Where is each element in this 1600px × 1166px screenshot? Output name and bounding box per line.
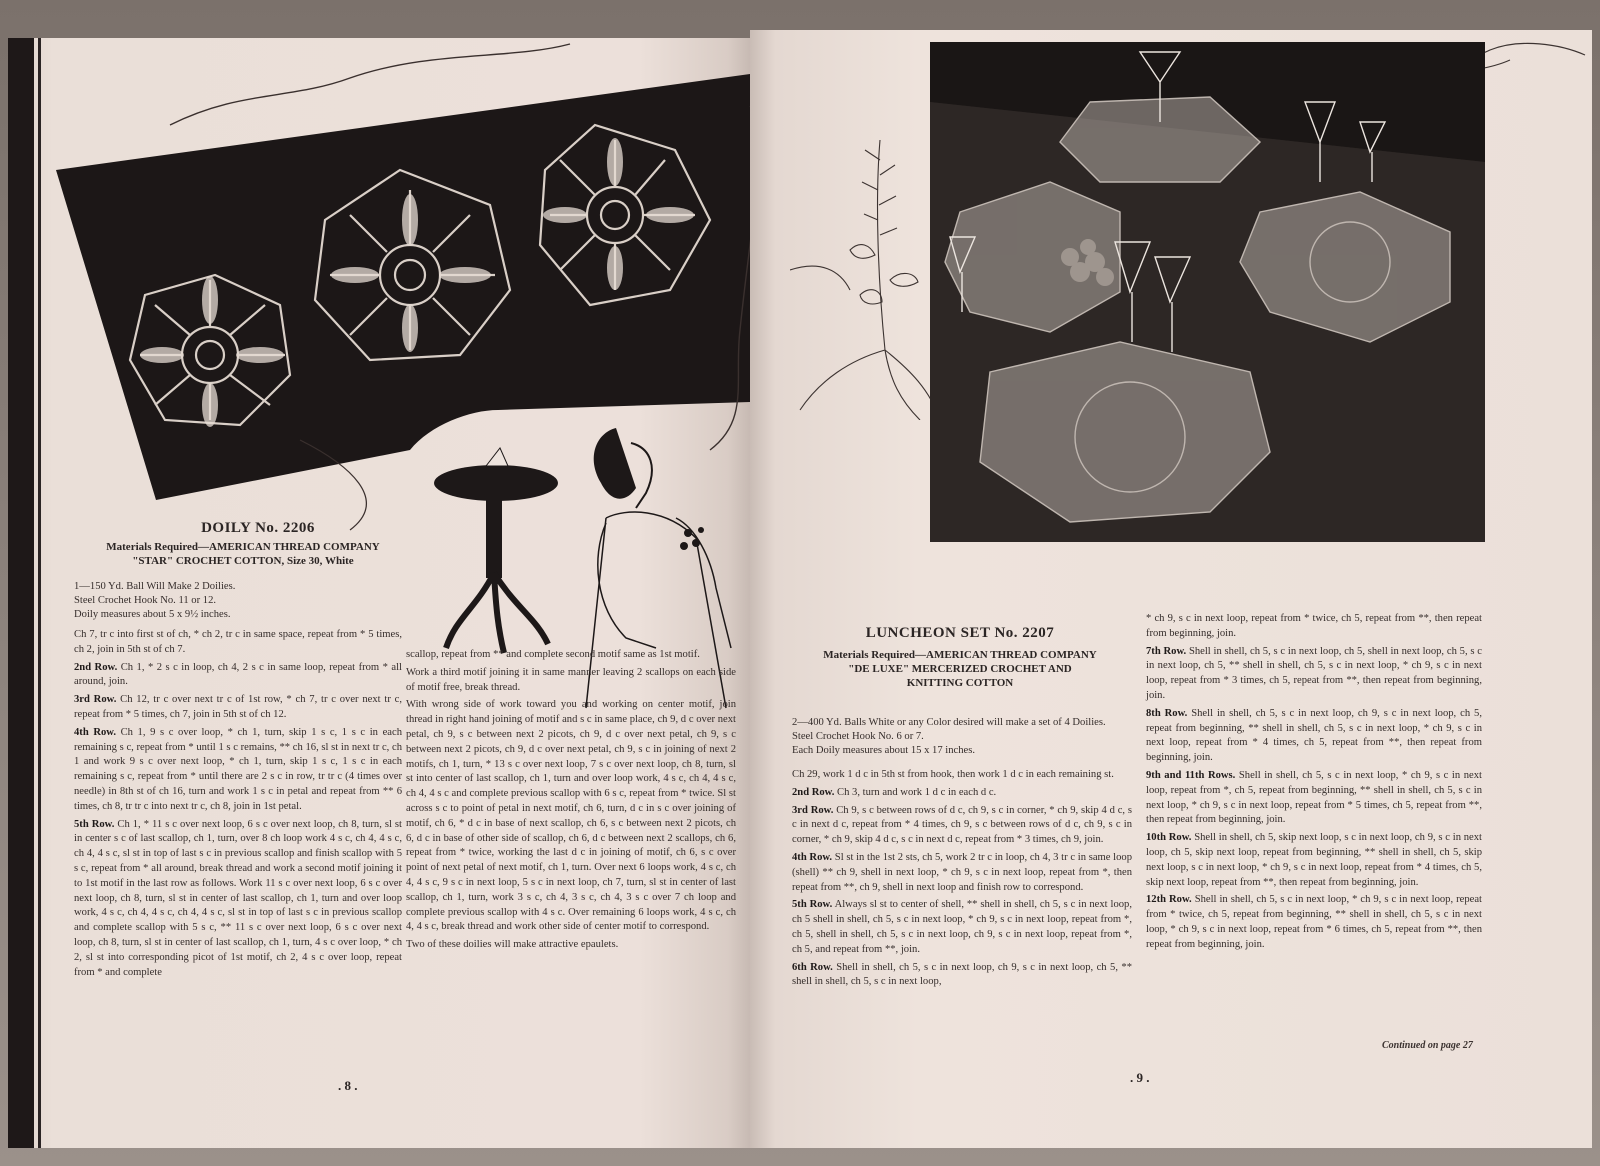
luncheon-spec: Each Doily measures about 15 x 17 inches. — [792, 745, 975, 756]
luncheon-materials-line2: "DE LUXE" MERCERIZED CROCHET AND — [848, 663, 1072, 675]
luncheon-column-1 — [792, 716, 1132, 993]
doily-materials-line2: "STAR" CROCHET COTTON, Size 30, White — [132, 555, 354, 567]
page-number-right: . 9 . — [1130, 1070, 1150, 1085]
luncheon-instruction: 7th Row. Shell in shell, ch 5, s c in next loop, ch 5, shell in next loop, ch 5, s c in next loop, ch 5, ** shell in shell, ch 5, s c in next loop, * ch 9, s c in next loop, repeat from * 3 times, ch 5, repeat from **, then repeat from beginning, join. — [1146, 645, 1482, 701]
luncheon-instruction: 5th Row. Always sl st to center of shell, ** shell in shell, ch 5, s c in next loop, ch 5 shell in shell, ch 5, s c in next loop, * ch 9, s c in next loop, repeat from *, ch 5, shell in shell, ch 5, s c in next loop, ch 9, s c in next loop, repeat from *, ch 5, and repeat from **, join. — [792, 899, 1132, 955]
doily-spec: Steel Crochet Hook No. 11 or 12. — [74, 595, 217, 606]
doily-instruction: With wrong side of work toward you and working on center motif, join thread in right hand joining of motif and s c in same place, ch 9, d c over next petal, ch 9, s c between next 2 picots, ch 9, d c over next petal, ch 9, s c between next 2 picots, ch 9, d c over next petal, ch 9, s c in joining of next 2 motifs, ch 1, turn, * 13 s c over next loop, 7 s c over next loop, ch 8, turn, sl st into center of last scallop, ch 1, turn and over loop work, 4 s c, ch 4, 4 s c, ch 4, 4 s c and complete previous scallop with 6 s c, repeat from * twice. Sl st across s c to point of petal in next motif, ch 6, turn, d c in s c over joining of motif, ch 6, * d c in base of next scallop, ch 6, s c between next 2 picots, ch 6, d c in base of other side of scallop, ch 6, d c between next 2 scallops, ch 6, repeat from * twice, working the last d c in joining of motif, ch 6, s c over point of next petal of next motif, ch 1, turn. Over next 6 loops work, 4 s c, ch 4, 4 s c, 9 s c in next loop, 5 s c in next loop, ch 7, turn, sl st in center of last scallop, ch 1, turn, work 3 s c, ch 4, 3 s c, ch 4, 3 s c over 7 ch loop and complete previous scallop with 4 s c. Over remaining 6 loops work, 4 s c, ch 4, 4 s c, break thread and work other side of center motif to correspond. — [406, 699, 736, 933]
luncheon-set-photo — [930, 42, 1485, 542]
luncheon-instruction: 6th Row. Shell in shell, ch 5, s c in next loop, ch 9, s c in next loop, ch 5, ** shell in shell, ch 5, s c in next loop, — [792, 961, 1132, 988]
row-label: 8th Row. — [1146, 707, 1188, 719]
doily-column-1 — [74, 580, 402, 983]
luncheon-instruction: 4th Row. Sl st in the 1st 2 sts, ch 5, work 2 tr c in loop, ch 4, 3 tr c in same loop (shell) ** ch 9, shell in next loop, * ch 9, s c in next loop, repeat from *, then repeat from **, ch 9, shell in next loop and finish row to correspond. — [792, 851, 1132, 893]
doily-instruction: 2nd Row. Ch 1, * 2 s c in loop, ch 4, 2 s c in same loop, repeat from * all around, join. — [74, 661, 403, 688]
luncheon-column-2 — [1146, 612, 1482, 956]
luncheon-instruction: 10th Row. Shell in shell, ch 5, skip next loop, s c in next loop, ch 9, s c in next loop, ch 5, skip next loop, repeat from beginning, ** shell in shell, ch 5, skip next loop, s c in next loop, * ch 9, s c in next loop, repeat from * 4 times, ch 5, skip next loop, repeat from **, then repeat from beginning, join. — [1146, 832, 1483, 888]
continued-note: Continued on page 27 — [1382, 1040, 1473, 1051]
luncheon-title: LUNCHEON SET No. 2207 — [865, 625, 1055, 641]
row-label: 3rd Row. — [74, 694, 117, 706]
row-label: 10th Row. — [1146, 832, 1192, 844]
doily-instruction: scallop, repeat from ** and complete second motif same as 1st motif. — [406, 649, 700, 660]
row-label: 5th Row. — [74, 818, 115, 830]
luncheon-instruction: 9th and 11th Rows. Shell in shell, ch 5, s c in next loop, * ch 9, s c in next loop, repeat from *, ch 5, repeat from beginning, ** shell in shell, ch 5, s c in next loop, * ch 9, s c in next loop, repeat from * 5 times, ch 5, repeat from **, then repeat from beginning, join. — [1146, 769, 1482, 826]
luncheon-materials-line1: Materials Required—AMERICAN THREAD COMPANY — [823, 649, 1097, 661]
doily-spec: Doily measures about 5 x 9½ inches. — [74, 609, 231, 620]
row-label: 9th and 11th Rows. — [1146, 769, 1236, 781]
left-page — [8, 38, 750, 1148]
row-label: 2nd Row. — [74, 661, 118, 673]
doily-spec: 1—150 Yd. Ball Will Make 2 Doilies. — [74, 581, 236, 592]
doily-column-2 — [406, 648, 736, 956]
doily-instruction: 3rd Row. Ch 12, tr c over next tr c of 1st row, * ch 7, tr c over next tr c, repeat from * 5 times, ch 7, join in 5th st of ch 12. — [74, 694, 403, 720]
luncheon-spec: Steel Crochet Hook No. 6 or 7. — [792, 731, 924, 742]
row-label: 2nd Row. — [792, 786, 835, 798]
doily-title: DOILY No. 2206 — [201, 520, 315, 536]
luncheon-instruction: 3rd Row. Ch 9, s c between rows of d c, ch 9, s c in corner, * ch 9, skip 4 d c, s c in next d c, repeat from * 4 times, ch 9, s c between rows of d c, ch 9, s c in corner, * ch 9, skip 4 d c, s c in next d c, repeat from * 3 times, ch 9, join. — [792, 804, 1132, 846]
luncheon-instruction: * ch 9, s c in next loop, repeat from * twice, ch 5, repeat from **, then repeat from beginning, join. — [1146, 613, 1482, 639]
binding-edge — [8, 38, 34, 1148]
row-label: 4th Row. — [74, 726, 116, 738]
doily-instruction: 5th Row. Ch 1, * 11 s c over next loop, 6 s c over next loop, ch 8, turn, sl st in center s c of last scallop, ch 1, turn, over 8 ch loop work 4 s c, ch 4, 4 s c, ch 4, 4 s c, sl st in top of last s c in previous scallop and finish scallop with 5 s c, repeat from * all around, break thread and work a second motif joining it to 1st motif in the last row as follows. Work 11 s c over next loop, 6 s c over next loop, ch 8, turn, sl st in center of last scallop, ch 1, turn and over loop work, 4 s c, ch 4, 4 s c, ch 4, 4 s c, sl st in top of last s c in previous scallop and complete scallop with 5 s c, ** 11 s c over next loop, 6 s c over next loop, ch 8, turn, sl st in center of last scallop, ch 1, turn, 4 s c over loop, * ch 2, sl st into corresponding picot of 1st motif, ch 2, 4 s c over loop, repeat from * and complete — [74, 818, 402, 978]
row-label: 12th Row. — [1146, 894, 1192, 906]
right-page — [750, 30, 1592, 1148]
luncheon-spec: 2—400 Yd. Balls White or any Color desired will make a set of 4 Doilies. — [792, 717, 1106, 728]
row-label: 6th Row. — [792, 961, 833, 973]
doily-instruction: 4th Row. Ch 1, 9 s c over loop, * ch 1, turn, skip 1 s c, 1 s c in each remaining s c, repeat from * until 1 s c remains, ** ch 16, sl st in next tr c, ch 1 and work 9 s c over next loop, * ch 1, turn, skip 1 s c, 1 s c in each remaining s c, repeat from * until there are 2 s c in row, tr tr c (4 times over needle) in 8th st of ch 16, turn and work 1 s c in petal and repeat from ** 6 times, ch 8, tr tr c into next tr c, ch 8, join in 1st petal. — [74, 726, 402, 812]
row-label: 4th Row. — [792, 851, 833, 863]
luncheon-instruction: Ch 29, work 1 d c in 5th st from hook, then work 1 d c in each remaining st. — [792, 769, 1114, 780]
doily-materials — [78, 540, 408, 568]
luncheon-instruction: 12th Row. Shell in shell, ch 5, s c in next loop, * ch 9, s c in next loop, repeat from * twice, ch 5, repeat from beginning, ** shell in shell, ch 5, s c in next loop, * ch 9, s c in next loop, repeat from * 6 times, ch 5, repeat from **, then repeat from beginning, join. — [1146, 894, 1482, 950]
doily-instruction: Two of these doilies will make attractive epaulets. — [406, 939, 619, 951]
luncheon-instruction: 8th Row. Shell in shell, ch 5, s c in next loop, ch 9, s c in next loop, ch 5, repeat from beginning, ** shell in shell, ch 5, s c in next loop, * ch 9, s c in next loop, repeat from * 4 times, ch 5, repeat from **, then repeat from beginning, join. — [1146, 707, 1482, 764]
luncheon-materials — [790, 648, 1130, 690]
doily-instruction: Work a third motif joining it in same manner leaving 2 scallops on each side of motif free, break thread. — [406, 666, 736, 693]
row-label: 7th Row. — [1146, 645, 1187, 657]
binding-edge-line — [38, 38, 41, 1148]
luncheon-materials-line3: KNITTING COTTON — [906, 677, 1014, 689]
doily-instruction: Ch 7, tr c into first st of ch, * ch 2, tr c in same space, repeat from * 5 times, ch 2, join in 5th st of ch 7. — [74, 629, 402, 655]
page-number-left: . 8 . — [338, 1078, 358, 1093]
row-label: 3rd Row. — [792, 804, 834, 816]
doily-materials-line1: Materials Required—AMERICAN THREAD COMPANY — [106, 541, 380, 553]
row-label: 5th Row. — [792, 899, 833, 911]
luncheon-instruction: 2nd Row. Ch 3, turn and work 1 d c in each d c. — [792, 786, 997, 798]
luncheon-illustration — [930, 42, 1485, 542]
